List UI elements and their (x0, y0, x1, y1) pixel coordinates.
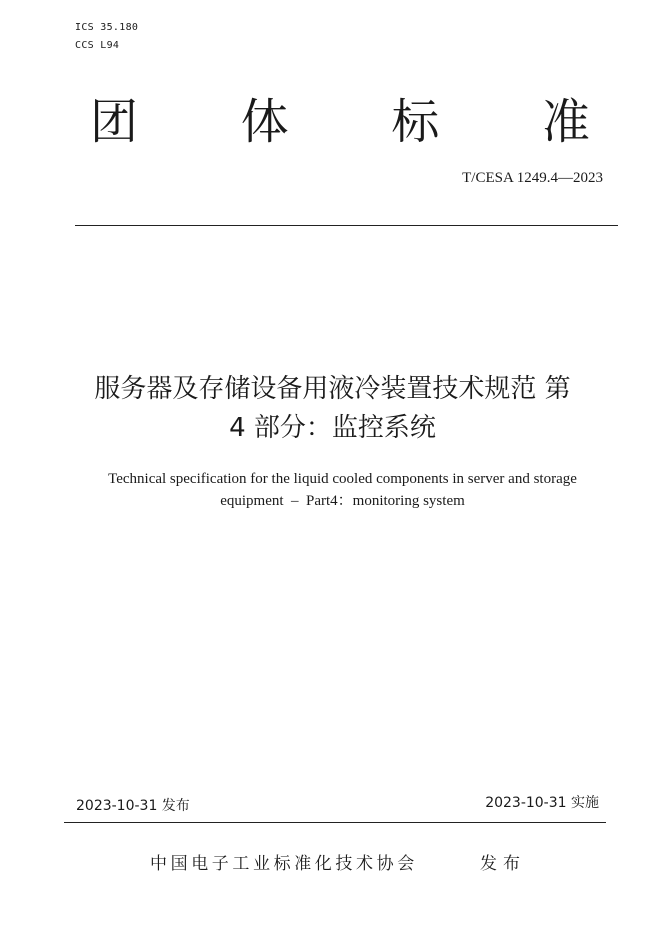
category-char-1: 团 (90, 94, 139, 150)
implementation-date: 2023-10-31 实施 (485, 795, 599, 811)
publisher-name: 中国电子工业标准化技术协会 (150, 854, 418, 874)
document-category-title (90, 92, 590, 152)
chinese-title-line-2: 4 部分：监控系统 (229, 413, 436, 443)
top-divider (75, 225, 618, 226)
category-char-4: 准 (541, 94, 590, 150)
english-title-line-1: Technical specification for the liquid cooled components in server and storage (108, 471, 577, 487)
english-title (60, 468, 625, 512)
category-char-3: 标 (391, 94, 440, 150)
ccs-code: CCS L94 (75, 40, 120, 51)
issue-date: 2023-10-31 发布 (76, 798, 190, 814)
chinese-title (40, 370, 625, 448)
chinese-title-line-1: 服务器及存储设备用液冷装置技术规范 第 (94, 374, 571, 404)
bottom-divider (64, 822, 606, 823)
publish-label: 发布 (480, 854, 526, 874)
standard-number: T/CESA 1249.4—2023 (462, 170, 603, 186)
ics-code: ICS 35.180 (75, 22, 139, 33)
english-title-line-2: equipment – Part4：monitoring system (220, 493, 465, 509)
category-char-2: 体 (240, 94, 289, 150)
